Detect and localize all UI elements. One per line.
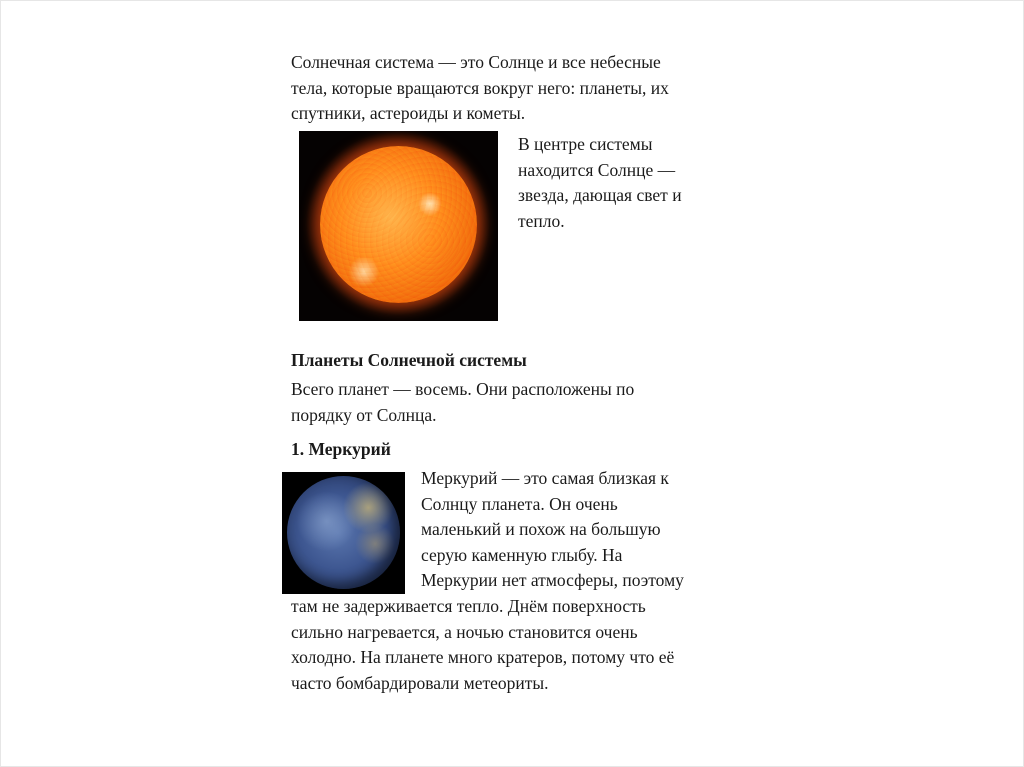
- mercury-image: [282, 472, 405, 594]
- planets-heading: Планеты Солнечной системы: [291, 350, 527, 370]
- mercury-description-side: Меркурий — это самая близкая к Солнцу планета. Он очень маленький и похож на большую серую каменную глыбу. На Меркурии нет атмосферы, поэтому: [421, 468, 684, 590]
- mercury-heading: 1. Меркурий: [291, 439, 391, 459]
- mercury-photo-icon: [287, 476, 400, 589]
- sun-image: [299, 131, 498, 321]
- sun-surface-texture: [320, 146, 477, 303]
- intro-paragraph: Солнечная система — это Солнце и все небесные тела, которые вращаются вокруг него: планеты, их спутники, астероиды и кометы.: [291, 52, 669, 123]
- planets-intro: Всего планет — восемь. Они расположены по порядку от Солнца.: [291, 379, 635, 425]
- mercury-description-rest: там не задерживается тепло. Днём поверхность сильно нагревается, а ночью становится очень холодно. На планете много кратеров, потому что её часто бомбардировали метеориты.: [291, 596, 675, 693]
- sun-caption: В центре системы находится Солнце — звезда, дающая свет и тепло.: [518, 134, 682, 231]
